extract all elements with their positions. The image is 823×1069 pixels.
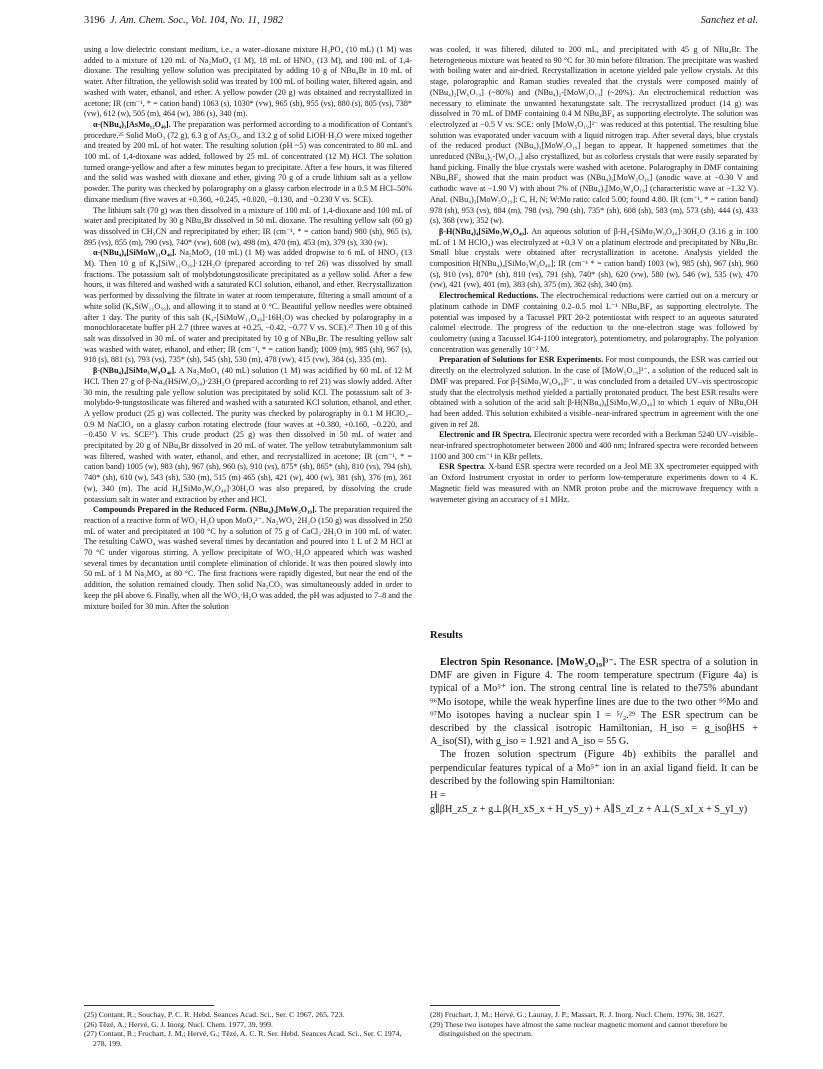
paragraph: The lithium salt (70 g) was then dissolved in a mixture of 100 mL of 1,4-dioxane and 100 mL of water and precipitated by 30 g NBu₄Br dissolved in 50 mL dioxane. The resulting yellow salt (60 g) was dissolved in CH₃CN and reprecipitated by ether; IR (cm⁻¹, * = cation band) 980 (sh), 965 (s), 895 (vs), 855 (m), 790 (vs), 740* (vw), 608 (w), 498 (m), 470 (m), 453 (m), 379 (s), 330 (w). — [84, 205, 412, 247]
page-number: 3196 — [84, 15, 105, 26]
footnote: (27) Contant, R.; Fruchart, J. M.; Hervé, G.; Têzé, A. C. R. Ser. Hebd. Seances Acad. Sci., Ser. C 1974, 278, 199. — [84, 1029, 402, 1048]
footnote-rule — [430, 1005, 560, 1006]
header-author: Sanchez et al. — [700, 15, 758, 26]
spin-hamiltonian-equation: g∥βH_zS_z + g⊥β(H_xS_x + H_yS_y) + A∥S_zI_z + A⊥(S_xI_x + S_yI_y) — [430, 804, 748, 816]
journal-citation: J. Am. Chem. Soc., Vol. 104, No. 11, 1982 — [109, 15, 284, 26]
compound-heading: α-(NBu₄)₄[SiMoW₁₁O₄₀]. — [93, 248, 177, 258]
compound-heading: α-(NBu₄)₃[AsMo₁₂O₄₀]. — [93, 119, 171, 129]
footnotes-left — [84, 1010, 412, 1048]
running-header — [84, 15, 758, 31]
section-heading: Preparation of Solutions for ESR Experiments. — [439, 355, 604, 365]
section-heading: Compounds Prepared in the Reduced Form. (NBu₄)₃[MoW₅O₁₉]. — [93, 505, 317, 515]
results-section — [430, 656, 758, 816]
paragraph-text: A Na₂MoO₄ (40 mL) solution (1 M) was acidified by 60 mL of 12 M HCl. Then 27 g of β-Na₉(HSiW₉O₃₄)·23H₂O (prepared according to ref 21) was slowly added. After 30 min, the resulting pale yellow solution was precipitated by solid KCl. The potassium salt of 3-molybdo-9-tungstosilicate was filtered and washed with a saturated KCl solution, ethanol, and ether. A yellow product (25 g) was collected. The purity was checked by polarography in 0.1 M HClO₄–0.9 M NaClO₄ on a glassy carbon rotating electrode (four waves at +0.380, +0.160, −0.220, and −0.450 V vs. SCE²⁷). This crude product (25 g) was then dissolved in 50 mL of water and precipitated by 20 g of NBu₄Br dissolved in 20 mL of water. The yellow tetrabutylammonium salt was filtered, washed with water, ethanol, and ether, and recrystallized in acetone; IR (cm⁻¹, * = cation band) 1005 (w), 983 (sh), 967 (sh), 960 (s), 910 (vs), 875* (sh), 865* (sh), 810 (vs), 794 (sh), 740* (sh), 610 (w), 543 (sh), 530 (m), 515 (m) 465 (sh), 421 (w), 400 (w), 381 (sh), 376 (m), 361 (w), 340 (m). The acid H₄[SiMo₃W₉O₄₀]·30H₂O was also prepared, by dissolving the crude potassium salt in water and extraction by ether and HCl. — [84, 366, 413, 504]
paragraph-text: For most compounds, the ESR was carried out directly on the electrolyzed solution. In the case of [MoW₅O₁₉]³⁻, a solution of the reduced salt in DMF was prepared. For β-[SiMo₃W₉O₄₀]⁵⁻, it was concluded from a detailed UV–vis spectroscopic study that the electrolysis method yielded a partially protonated product. The best ESR results were obtained with a solution of the acid salt β-H(NBu₄)₄[SiMo₃W₉O₄₀] to which 1 equiv of NBu₄OH had been added. This solution exhibited a visible–near-infrared spectrum in agreement with the one given in ref 28. — [430, 355, 759, 429]
paragraph-text: The electrochemical reductions were carried out on a mercury or platinum cathode in DMF containing 0.2–0.5 mol L⁻¹ NBu₄BF₄ as supporting electrolyte. The potential was imposed by a Tacussel PRT 20-2 potentiostat with respect to an aqueous saturated calomel electrode. The progress of the reduction to the one-electron stage was followed by coulometry (using a Tacussel IG4-1100 integrator), potentiometry, and polarography. The polyanion concentration was generally 10⁻² M. — [430, 291, 759, 354]
footnote-rule — [84, 1005, 214, 1006]
paragraph-text: An aqueous solution of β-H₄-[SiMo₃W₉O₄₀]·30H₂O (3.16 g in 100 mL of 1 M HClO₄) was electrolyzed at +0.3 V on a platinum electrode and precipitated by NBu₄Br. Small blue crystals were obtained after recrystallization in acetone. Analysis yielded the composition H(NBu₄)₄[SiMo₃W₉O₄₀]; IR (cm⁻¹ * = cation band) 1003 (w), 985 (sh), 967 (sh), 960 (s), 910 (vs), 870* (sh), 810 (vs), 791 (sh), 740* (sh), 620 (vw), 580 (w), 546 (w), 535 (w), 470 (vw), 421 (vw), 401 (m), 383 (sh), 375 (m), 362 (sh), 340 (m). — [430, 226, 758, 290]
compound-heading: β-H(NBu₄)₄[SiMo₃W₉O₄₀]. — [439, 226, 529, 236]
paragraph — [430, 656, 758, 748]
footnote: (26) Têzé, A.; Hervé, G. J. Inorg. Nucl. Chem. 1977, 39, 999. — [84, 1019, 273, 1029]
section-heading: Electronic and IR Spectra. — [439, 430, 532, 440]
paragraph — [430, 462, 758, 505]
header-left — [84, 15, 283, 26]
paragraph-text: The preparation required the reaction of a reactive form of WO₃·H₂O upon MoO₄²⁻. Na₂WO₄·2H₂O (150 g) was dissolved in 250 mL of water and precipitated at 100 °C by a solution of 75 g of CaCl₂·2H₂O in 100 mL of water. The resulting CaWO₄ was washed several times by decantation and poured into 1 L of 2 M HCl at 70 °C under vigorous stirring. A yellow precipitate of WO₃·H₂O appeared which was washed several times by decantation until complete elimination of chloride. It was then poured slowly into 50 mL of 1 M Na₂MO₄ at 80 °C. The first fractions were rapidly digested, but near the end of the addition, the solution remained cloudy. Then solid Na₂CO₃ was simultaneously added in order to keep the pH above 6. Finally, when all the WO₃·H₂O was added, the pH was adjusted to 7–8 and the mixture boiled for 30 min. After the solution — [84, 505, 412, 611]
paragraph — [430, 355, 758, 430]
paragraph — [84, 248, 412, 366]
paragraph — [84, 366, 412, 505]
paragraph-text: Na₂MoO₄ (10 mL) (1 M) was added dropwise to 6 mL of HNO₃ (13 M). Then 10 g of K₈[SiW₁₁O₃₉]·12H₂O (prepared according to ref 26) was dissolved by small fractions. The potassium salt of molybdotungstosilicate precipitated as a yellow solid. After a few hours, it was filtered and washed with a saturated KCl solution, ethanol, and ether. Recrystallization was performed by dissolving the filtrate in water at room temperature, filtering a small amount of a white solid (K₈SiW₁₁O₃₉), and allowing it to stand at 0 °C. Beautiful yellow needles were obtained after 1 day. The purity of this salt (K₄-[SiMoW₁₁O₄₀]·16H₂O) was checked by polarography in a monochloracetate buffer pH 2.7 (three waves at +0.25, −0.42, −0.77 V vs. SCE).²⁷ Then 10 g of this salt was dissolved in 30 mL of water and precipitated by 10 g of NBu₄Br. The resulting yellow salt was washed with water, ethanol, and ether; IR (cm⁻¹, * = cation band); 1009 (m), 985 (sh), 967 (s), 918 (s), 881 (s), 793 (vs), 735* (sh), 545 (sh), 530 (m), 478 (vw), 415 (vw), 384 (s), 335 (m). — [84, 248, 413, 365]
right-column — [430, 45, 758, 635]
equation-lhs: H = — [430, 790, 446, 802]
paragraph — [84, 120, 412, 206]
footnote: (29) These two isotopes have almost the same nuclear magnetic moment and cannot therefore be distinguished on the spectrum. — [430, 1019, 728, 1039]
paragraph-text: X-band ESR spectra were recorded on a Jeol ME 3X spectrometer equipped with an Oxford Instrument cryostat in order to perform low-temperature experiments down to 4 K. Magnetic field was measured with an NMR proton probe and the microwave frequency with a wavemeter giving an accuracy of ±1 MHz. — [430, 462, 759, 504]
paragraph-text: The ESR spectra of a solution in DMF are given in Figure 4. The room temperature spectrum (Figure 4a) is typical of a Mo⁵⁺ ion. The strong central line is related to the75% abundant ⁹⁶Mo isotope, while the weak hyperfine lines are due to the two other ⁹⁵Mo and ⁹⁷Mo isotopes having a nuclear spin I = ⁵/₂.²⁹ The ESR spectrum can be described by the classical isotropic Hamiltonian, H_iso = g_isoβHS + A_iso(SI), with g_iso = 1.921 and A_iso = 55 G. — [430, 657, 758, 748]
compound-heading: β-(NBu₄)₄[SiMo₃W₉O₄₀]. — [93, 366, 177, 376]
paragraph-text: The preparation was performed according to a modification of Contant's procedure.²⁵ Solid MoO₃ (72 g), 6.3 g of As₂O₅, and 13.2 g of solid LiOH·H₂O were mixed together and treated by 200 mL of hot water. The resulting solution (pH ~5) was concentrated to 80 mL and 100 mL of 1,4-dioxane was added, followed by 25 mL of concentrated (12 M) HCl. The solution turned orange-yellow and after a few minutes began to precipitate. After a few hours, it was filtered and the solid was washed with dioxane and ether, giving 70 g of a crude lithium salt as a yellow powder. The purity was checked by polarography on a glassy carbon electrode in a 0.5 M HCl–50% dioxane medium (five waves at +0.360, +0.245, +0.020, −0.130, and −0.230 V vs. SCE). — [84, 119, 412, 204]
paragraph: The frozen solution spectrum (Figure 4b) exhibits the parallel and perpendicular features typical of a Mo⁵⁺ ion in an axial ligand field. It can be described by the following spin Hamiltonian: — [430, 749, 758, 787]
paragraph: using a low dielectric constant medium, i.e., a water–dioxane mixture H₃PO₄ (10 mL) (1 M) was added to a mixture of 120 mL of Na₂MoO₄ (1 M), 18 mL of HNO₃ (13 M), and 100 mL of 1,4-dioxane. The resulting yellow solution was precipitated by adding 10 g of NBu₄Br in 10 mL of water. After filtration, the yellowish solid was treated by 100 mL of boiling water, filtered again, and washed with water, ethanol, and ether. A yellow powder (20 g) was obtained and recrystallized in acetone; IR (cm⁻¹, * = cation band) 1063 (s), 1030* (vw), 965 (sh), 955 (vs), 880 (s), 805 (vs), 738* (vw), 612 (w), 505 (m), 464 (w), 386 (s), 340 (m). — [84, 45, 412, 119]
footnote: (28) Fruchart, J. M.; Hervé, G.; Launay, J. P.; Massart, R. J. Inorg. Nucl. Chem. 1976, 38, 1627. — [430, 1010, 725, 1019]
section-heading: Electrochemical Reductions. — [439, 291, 539, 301]
paragraph — [84, 505, 412, 612]
results-heading: Results — [430, 630, 463, 641]
left-column — [84, 45, 412, 981]
section-heading: Electron Spin Resonance. [MoW₅O₁₉]³⁻. — [440, 657, 617, 668]
section-heading: ESR Spectra. — [439, 462, 486, 472]
paragraph-text: Electronic spectra were recorded with a Beckman 5240 UV–visible–near-infrared spectrophotometer between 2000 and 400 nm; Infrared spectra were recorded between 1100 and 300 cm⁻¹ in KBr pellets. — [430, 430, 758, 461]
paragraph — [430, 227, 758, 291]
paragraph — [430, 291, 758, 355]
paragraph: was cooled, it was filtered, diluted to 200 mL, and precipitated with 45 g of NBu₄Br. The heterogeneous mixture was heated to 90 °C for 30 min before filtration. The precipitate was washed with boiling water and air-dried. Recrystallization in acetone yielded pale yellow crystals. At this stage, polarographic and Raman studies revealed that the crystals were composed mainly of (NBu₄)₂[W₆O₁₉] (~80%) and (NBu₄)₂-[MoW₅O₁₉] (~20%). An electrochemical reduction was necessary to eliminate the unwanted hexatungstate salt. The recrystallized product (14 g) was dissolved in 70 mL of DMF containing 0.4 M NBu₄BF₄ as supporting electrolyte. The solution was electrolyzed at −0.5 V vs. SCE: only [MoW₅O₁₉]²⁻ was reduced at this potential. The resulting blue solution was evaporated under vacuum with a liquid nitrogen trap. After several days, blue crystals of the reduced product (NBu₄)₃[MoW₅O₁₉] began to appear. It happened sometimes that the unreduced (NBu₄)₂-[W₆O₁₉] also crystallized, but as colorless crystals that were easily separated by hand picking. Finally the blue crystals were washed with acetone. Polarography in DMF containing NBu₄BF₄ showed that the main product was (NBu₄)₃[MoW₅O₁₉] (anodic wave at −0.30 V and cathodic wave at −1.90 V) with about 7% of (NBu₄)₃[Mo₂W₄O₁₉] (characteristic wave at −1.32 V). Anal. (NBu₄)₃[MoW₅O₁₉]: C, H, N; W:Mo ratio: calcd 5.00; found 4.80. IR (cm⁻¹, * = cation band) 978 (sh), 953 (vs), 884 (m), 798 (vs), 790 (sh), 735* (sh), 608 (sh), 583 (m), 573 (sh), 444 (s), 433 (s), 368 (vw), 352 (w). — [430, 45, 758, 226]
paragraph — [430, 430, 758, 462]
footnote: (25) Contant, R.; Souchay, P. C. R. Hebd. Seances Acad. Sci., Ser. C 1967, 265, 723. — [84, 1010, 345, 1019]
footnotes-right — [430, 1010, 758, 1039]
